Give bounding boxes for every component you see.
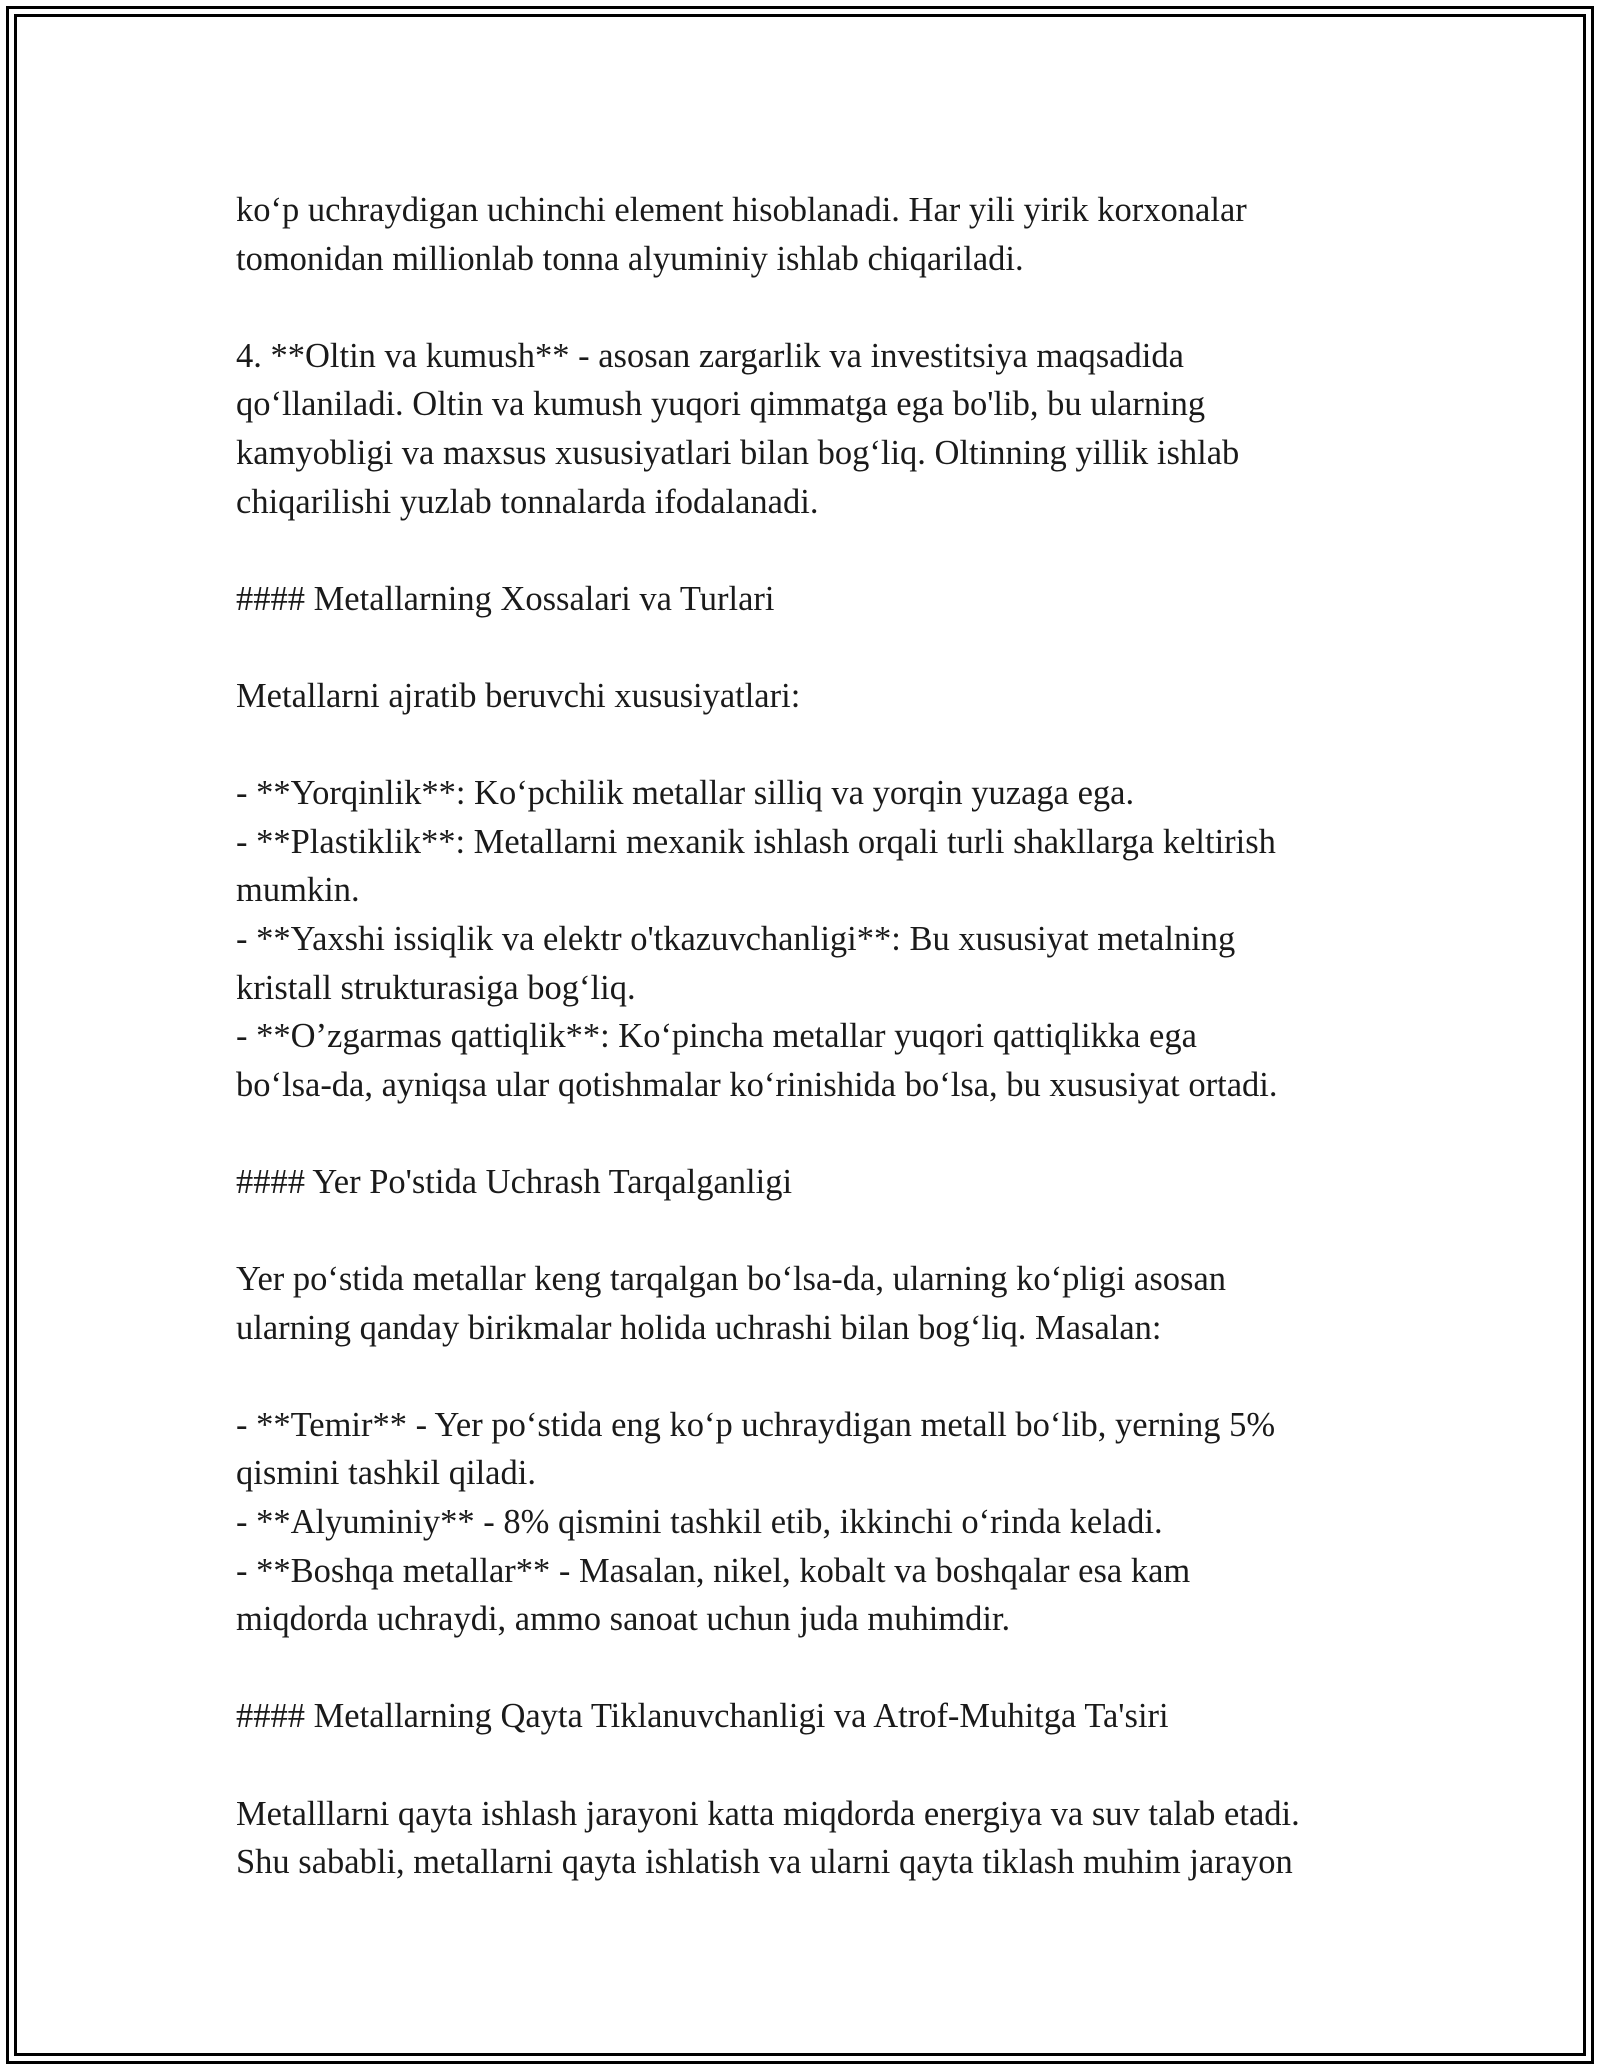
heading-text: #### Metallarning Xossalari va Turlari <box>236 579 775 618</box>
heading-text: #### Yer Po'stida Uchrash Tarqalganligi <box>236 1162 793 1201</box>
text-line: Metalllarni qayta ishlash jarayoni katta miqdorda energiya va suv talab etadi. <box>236 1794 1300 1833</box>
paragraph-properties-intro <box>236 672 1416 721</box>
list-item-gold-silver <box>236 332 1416 526</box>
text-line: ko‘p uchraydigan uchinchi element hisoblanadi. Har yili yirik korxonalar <box>236 191 1247 229</box>
list-line: qismini tashkil qiladi. <box>236 1454 536 1493</box>
text-line: Shu sababli, metallarni qayta ishlatish va ularni qayta tiklash muhim jarayon <box>236 1843 1293 1882</box>
text-line: 4. **Oltin va kumush** - asosan zargarlik va investitsiya maqsadida <box>236 336 1184 375</box>
paragraph-aluminium-production <box>236 186 1416 283</box>
heading-metal-properties <box>236 575 1416 624</box>
text-line: Yer po‘stida metallar keng tarqalgan bo‘lsa-da, ularning ko‘pligi asosan <box>236 1260 1227 1299</box>
text-line: ularning qanday birikmalar holida uchrashi bilan bog‘liq. Masalan: <box>236 1308 1162 1347</box>
heading-earth-crust-distribution <box>236 1158 1416 1207</box>
list-line: miqdorda uchraydi, ammo sanoat uchun juda muhimdir. <box>236 1600 1011 1639</box>
text-line: qo‘llaniladi. Oltin va kumush yuqori qimmatga ega bo'lib, bu ularning <box>236 385 1206 424</box>
list-line: - **Alyuminiy** - 8% qismini tashkil etib, ikkinchi o‘rinda keladi. <box>236 1503 1163 1542</box>
text-line: chiqarilishi yuzlab tonnalarda ifodalanadi. <box>236 482 819 521</box>
document-body <box>236 186 1416 1935</box>
text-line: kamyobligi va maxsus xususiyatlari bilan bog‘liq. Oltinning yillik ishlab <box>236 433 1240 472</box>
heading-recycling-environment <box>236 1692 1416 1741</box>
heading-text: #### Metallarning Qayta Tiklanuvchanligi va Atrof-Muhitga Ta'siri <box>236 1697 1169 1736</box>
list-line: - **Plastiklik**: Metallarni mexanik ishlash orqali turli shakllarga keltirish <box>236 822 1276 861</box>
list-line: - **Yaxshi issiqlik va elektr o'tkazuvchanligi**: Bu xususiyat metalning <box>236 919 1236 958</box>
list-line: - **Boshqa metallar** - Masalan, nikel, kobalt va boshqalar esa kam <box>236 1551 1191 1590</box>
text-line: tomonidan millionlab tonna alyuminiy ishlab chiqariladi. <box>236 239 1024 278</box>
paragraph-recycling <box>236 1790 1416 1887</box>
list-line: kristall strukturasiga bog‘liq. <box>236 968 636 1007</box>
list-line: mumkin. <box>236 871 360 910</box>
list-line: - **Temir** - Yer po‘stida eng ko‘p uchraydigan metall bo‘lib, yerning 5% <box>236 1405 1276 1444</box>
paragraph-crust-intro <box>236 1255 1416 1352</box>
list-line: bo‘lsa-da, ayniqsa ular qotishmalar ko‘rinishida bo‘lsa, bu xususiyat ortadi. <box>236 1065 1278 1104</box>
list-line: - **Yorqinlik**: Ko‘pchilik metallar silliq va yorqin yuzaga ega. <box>236 774 1135 813</box>
list-metal-properties <box>236 769 1416 1109</box>
list-line: - **O’zgarmas qattiqlik**: Ko‘pincha metallar yuqori qattiqlikka ega <box>236 1017 1197 1056</box>
text-line: Metallarni ajratib beruvchi xususiyatlari: <box>236 676 801 715</box>
list-crust-metals <box>236 1401 1416 1644</box>
